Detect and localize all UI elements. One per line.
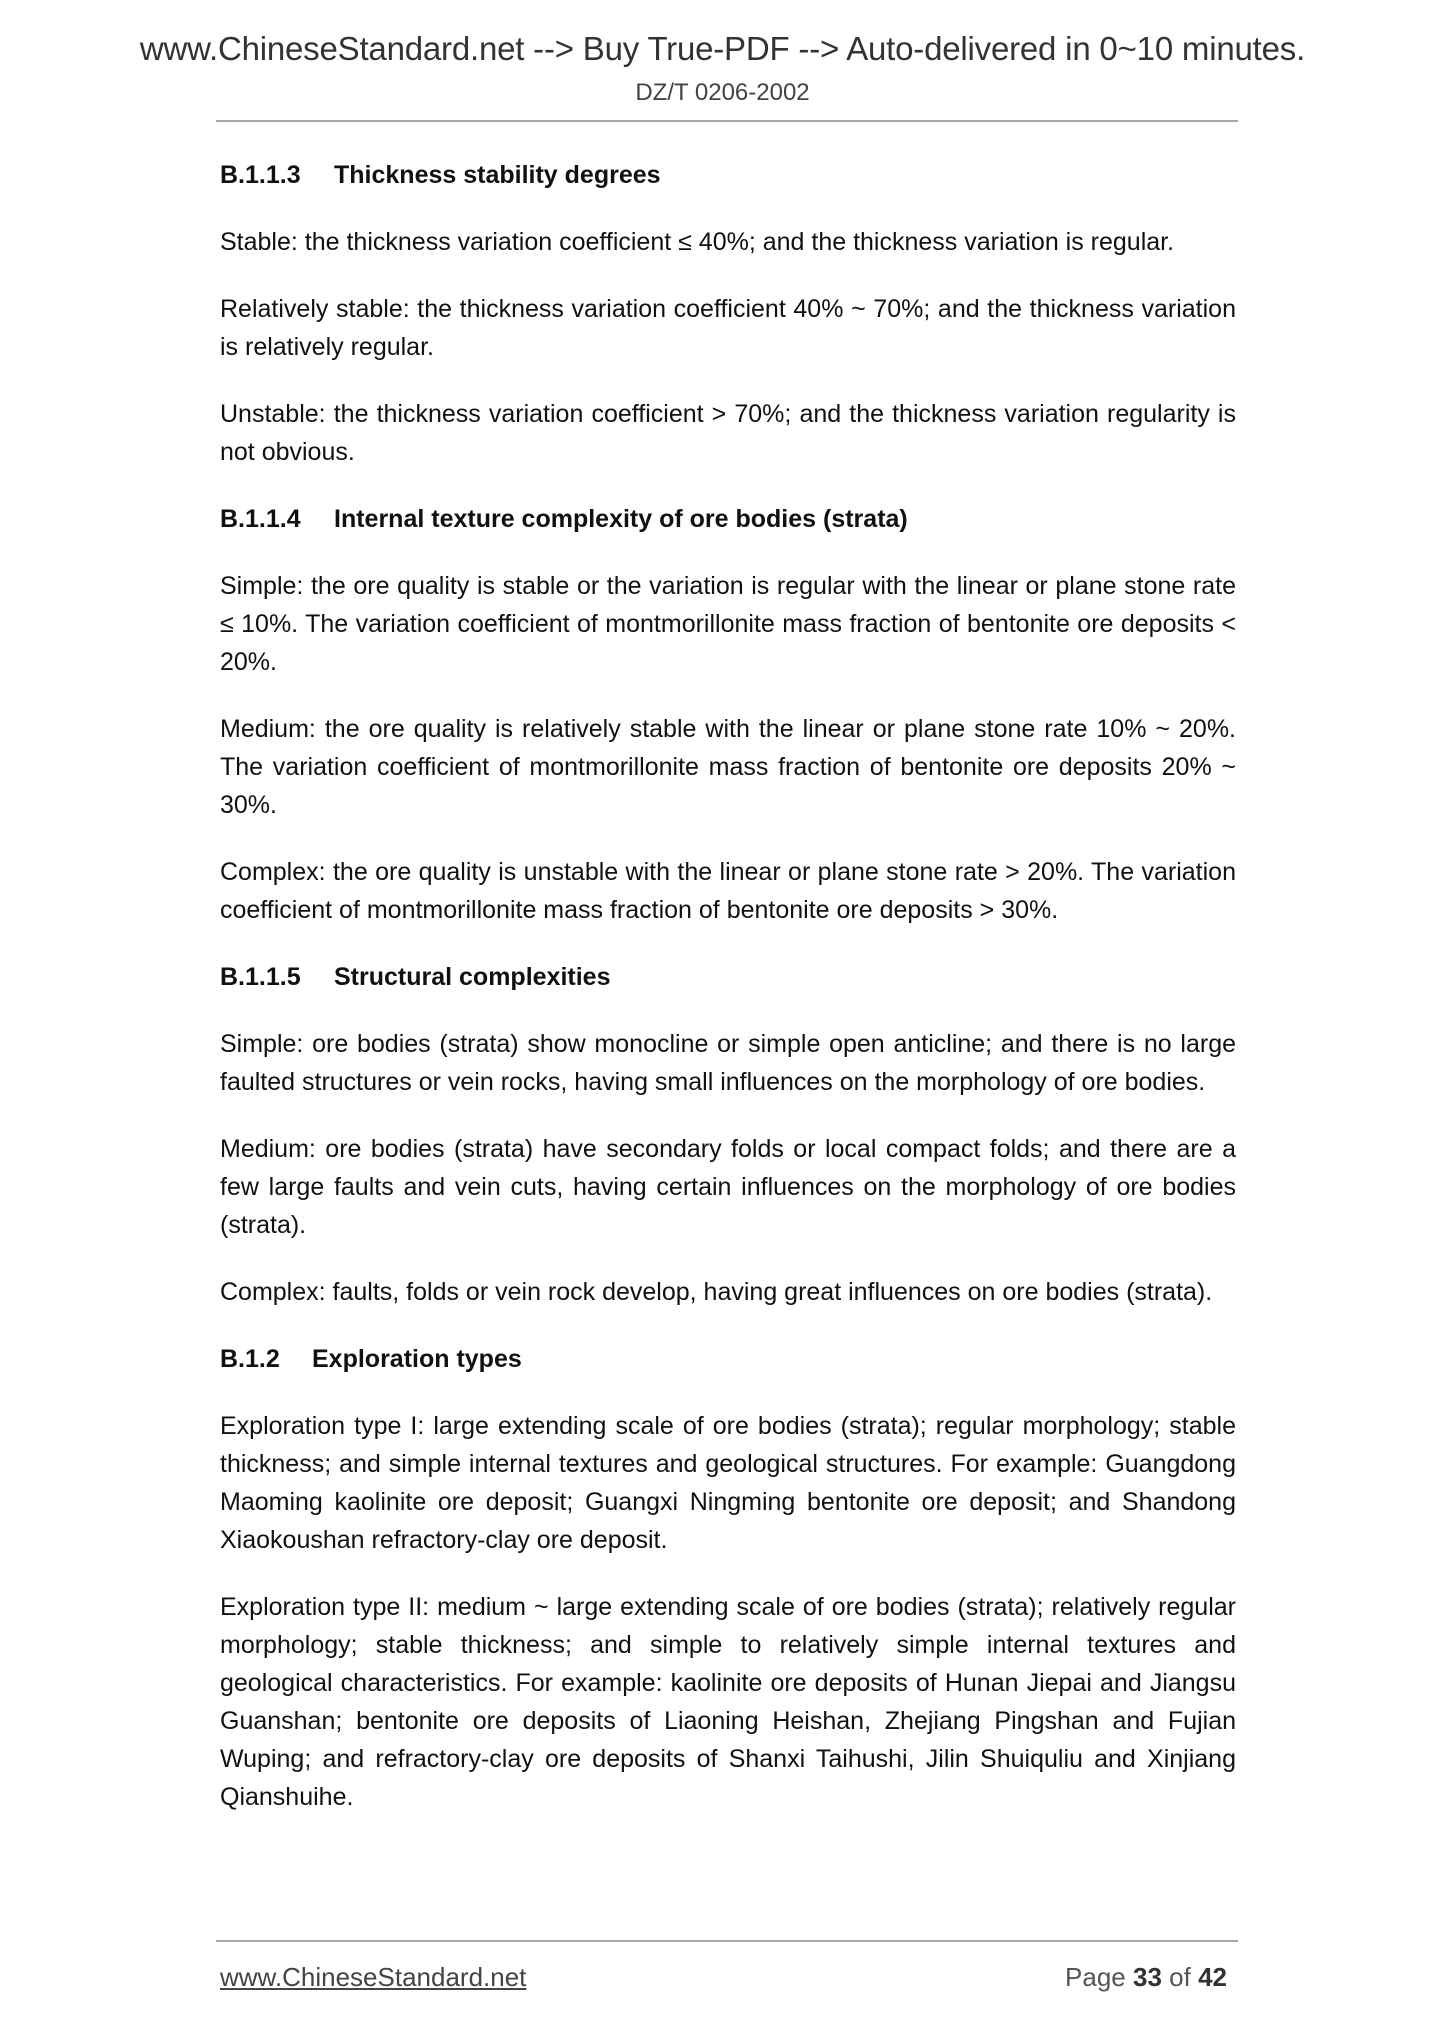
- footer-website-link[interactable]: www.ChineseStandard.net: [220, 1962, 527, 1992]
- section-number: B.1.1.3: [220, 161, 301, 189]
- document-body: [220, 156, 1236, 1845]
- page-total: 42: [1198, 1962, 1227, 1992]
- section-number: B.1.1.5: [220, 963, 301, 991]
- paragraph: Medium: ore bodies (strata) have secondary folds or local compact folds; and there are a few large faults and vein cuts, having certain influences on the morphology of ore bodies (strata).: [220, 1135, 1236, 1239]
- section-title: Structural complexities: [334, 963, 611, 991]
- section-heading: [220, 500, 1236, 538]
- section-heading: [220, 156, 1236, 194]
- section-title: Internal texture complexity of ore bodies (strata): [334, 505, 908, 533]
- paragraph: Exploration type I: large extending scale of ore bodies (strata); regular morphology; stable thickness; and simple internal textures and geological structures. For example: Guangdong Maoming kaolinite ore deposit; Guangxi Ningming bentonite ore deposit; and Shandong Xiaokoushan refractory-clay ore deposit.: [220, 1412, 1236, 1554]
- paragraph: Unstable: the thickness variation coefficient > 70%; and the thickness variation regularity is not obvious.: [220, 400, 1236, 466]
- standard-code: DZ/T 0206-2002: [635, 79, 810, 106]
- paragraph: Relatively stable: the thickness variation coefficient 40% ~ 70%; and the thickness variation is relatively regular.: [220, 295, 1236, 361]
- header-divider: [216, 120, 1238, 122]
- section-number: B.1.1.4: [220, 505, 301, 533]
- paragraph: Complex: the ore quality is unstable with the linear or plane stone rate > 20%. The variation coefficient of montmorillonite mass fraction of bentonite ore deposits > 30%.: [220, 858, 1236, 924]
- paragraph: Simple: ore bodies (strata) show monocline or simple open anticline; and there is no large faulted structures or vein rocks, having small influences on the morphology of ore bodies.: [220, 1030, 1236, 1096]
- section-title: Exploration types: [312, 1345, 522, 1373]
- section-number: B.1.2: [220, 1345, 280, 1373]
- paragraph: Exploration type II: medium ~ large extending scale of ore bodies (strata); relatively regular morphology; stable thickness; and simple to relatively simple internal textures and geological characteristics. For example: kaolinite ore deposits of Hunan Jiepai and Jiangsu Guanshan; bentonite ore deposits of Liaoning Heishan, Zhejiang Pingshan and Fujian Wuping; and refractory-clay ore deposits of Shanxi Taihushi, Jilin Shuiquliu and Xinjiang Qianshuihe.: [220, 1593, 1236, 1811]
- paragraph: Medium: the ore quality is relatively stable with the linear or plane stone rate 10% ~ 20%. The variation coefficient of montmorillonite mass fraction of bentonite ore deposits 20% ~ 30%.: [220, 715, 1236, 819]
- paragraph: Simple: the ore quality is stable or the variation is regular with the linear or plane stone rate ≤ 10%. The variation coefficient of montmorillonite mass fraction of bentonite ore deposits < 20%.: [220, 572, 1236, 676]
- section-heading: [220, 958, 1236, 996]
- page-current: 33: [1133, 1962, 1162, 1992]
- paragraph: Stable: the thickness variation coefficient ≤ 40%; and the thickness variation is regular.: [220, 228, 1175, 256]
- page-indicator: [1065, 1962, 1227, 1993]
- section-title: Thickness stability degrees: [334, 161, 661, 189]
- footer-divider: [216, 1940, 1238, 1942]
- header-banner: www.ChineseStandard.net --> Buy True-PDF --> Auto-delivered in 0~10 minutes.: [139, 30, 1306, 67]
- section-heading: [220, 1340, 1236, 1378]
- paragraph: Complex: faults, folds or vein rock develop, having great influences on ore bodies (strata).: [220, 1278, 1213, 1306]
- page-sep: of: [1169, 1962, 1191, 1992]
- page-prefix: Page: [1065, 1962, 1126, 1992]
